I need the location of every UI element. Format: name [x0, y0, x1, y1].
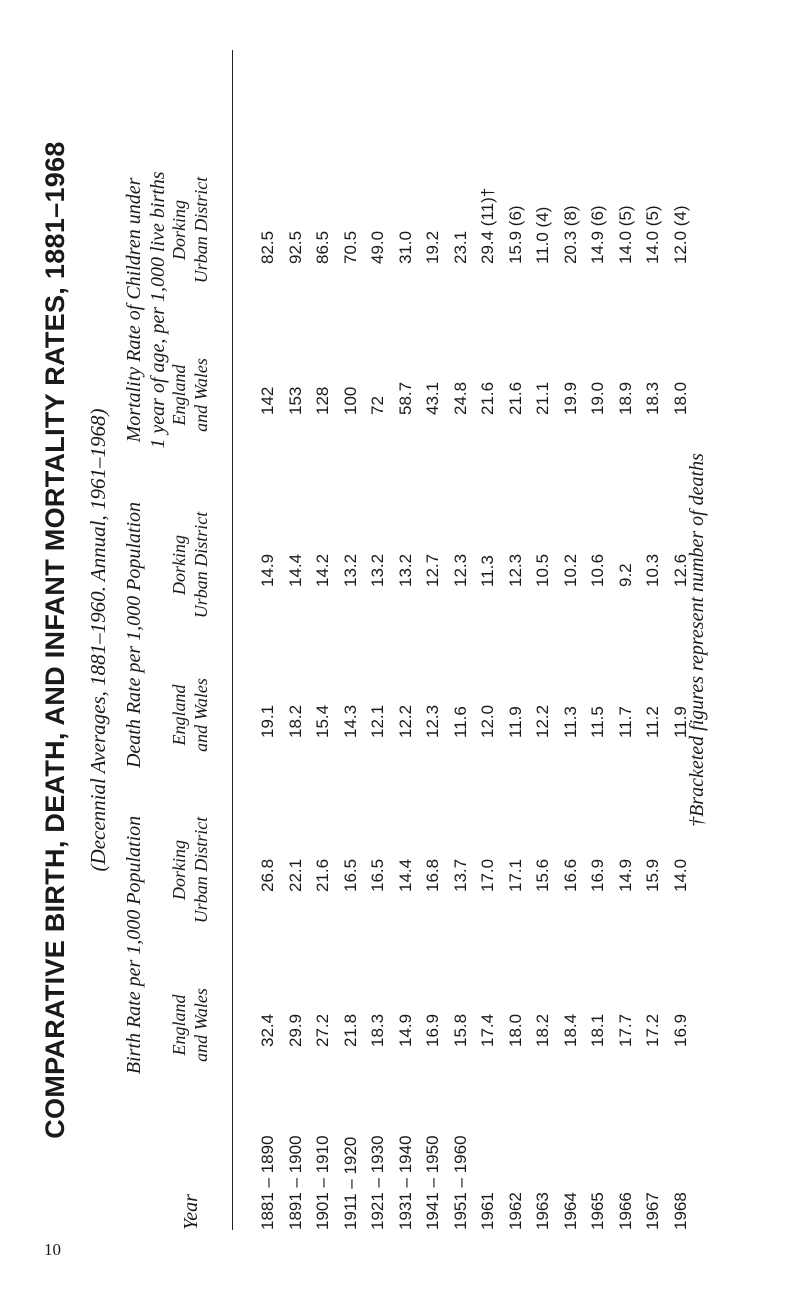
death-rate-group-header: Death Rate per 1,000 Population: [123, 501, 145, 769]
england-infant-mortality-cell: 72: [368, 396, 387, 415]
table-row: [364, 50, 392, 1230]
table-title: COMPARATIVE BIRTH, DEATH, AND INFANT MORTALITY RATES, 1881–1968: [40, 141, 70, 1139]
dorking-death-rate-cell: 10.3: [643, 553, 662, 587]
england-death-rate-cell: 12.1: [368, 704, 387, 738]
england-infant-mortality-cell: 21.6: [505, 381, 525, 415]
header-line: Urban District: [191, 816, 211, 924]
england-death-rate-cell: 11.5: [588, 706, 607, 738]
table-row: [282, 50, 310, 1230]
dorking-death-rate-cell: 11.3: [478, 555, 497, 587]
table-row: [392, 50, 420, 1230]
dorking-death-rate-cell: 13.2: [368, 553, 387, 587]
header-line: and Wales: [191, 358, 211, 432]
dorking-death-rate-cell: 12.3: [450, 553, 470, 587]
dorking-death-rate-cell: 14.9: [258, 553, 277, 587]
england-death-rate-cell: 12.2: [533, 704, 552, 738]
dorking-death-rate-cell: 13.2: [395, 553, 415, 587]
england-death-rate-cell: 11.7: [615, 706, 635, 738]
england-birth-rate-cell: 29.9: [285, 1013, 305, 1047]
england-birth-rate-cell: 17.2: [643, 1013, 662, 1047]
england-infant-mortality-cell: 24.8: [450, 381, 470, 415]
table-row: [337, 50, 365, 1230]
dorking-infant-mortality-cell: 14.0 (5): [643, 205, 662, 264]
dorking-infant-mortality-cell: 49.0: [368, 230, 387, 264]
dorking-birth-rate-cell: 16.5: [368, 858, 387, 892]
table-row: [639, 50, 667, 1230]
england-birth-rate-cell: 32.4: [258, 1013, 277, 1047]
dorking-infant-mortality-cell: 12.0 (4): [670, 205, 690, 264]
dorking-birth-rate-cell: 26.8: [258, 858, 277, 892]
header-rule: [232, 50, 233, 1230]
year-cell: 1967: [643, 1192, 662, 1230]
year-cell: 1966: [615, 1192, 635, 1230]
dorking-death-rate-cell: 12.7: [423, 553, 442, 587]
death-england-wales-header: [168, 650, 212, 780]
dorking-birth-rate-cell: 17.1: [505, 858, 525, 892]
england-birth-rate-cell: 17.7: [615, 1013, 635, 1047]
dorking-infant-mortality-cell: 31.0: [395, 230, 415, 264]
england-birth-rate-cell: 14.9: [395, 1013, 415, 1047]
england-death-rate-cell: 19.1: [258, 704, 277, 738]
england-birth-rate-cell: 18.2: [533, 1013, 552, 1047]
dorking-birth-rate-cell: 15.6: [533, 858, 552, 892]
dorking-infant-mortality-cell: 20.3 (8): [560, 205, 580, 264]
dorking-birth-rate-cell: 16.9: [588, 858, 607, 892]
header-line: and Wales: [191, 678, 211, 752]
england-death-rate-cell: 14.3: [340, 704, 360, 738]
england-infant-mortality-cell: 58.7: [395, 381, 415, 415]
england-infant-mortality-cell: 128: [313, 386, 332, 415]
footnote: †Bracketed figures represent number of deaths: [686, 453, 708, 827]
dorking-infant-mortality-cell: 14.0 (5): [615, 205, 635, 264]
dorking-birth-rate-cell: 14.9: [615, 858, 635, 892]
dorking-death-rate-cell: 12.3: [505, 553, 525, 587]
birth-rate-group-header: Birth Rate per 1,000 Population: [123, 815, 145, 1075]
england-death-rate-cell: 11.6: [450, 706, 470, 738]
table-row: [447, 50, 475, 1230]
dorking-infant-mortality-cell: 14.9 (6): [588, 205, 607, 264]
dorking-infant-mortality-cell: 86.5: [313, 230, 332, 264]
england-infant-mortality-cell: 18.3: [643, 381, 662, 415]
table-row: [419, 50, 447, 1230]
dorking-infant-mortality-cell: 92.5: [285, 230, 305, 264]
year-cell: 1965: [588, 1192, 607, 1230]
dorking-death-rate-cell: 10.5: [533, 553, 552, 587]
dorking-birth-rate-cell: 16.5: [340, 858, 360, 892]
year-cell: 1962: [505, 1192, 525, 1230]
dorking-death-rate-cell: 14.4: [285, 553, 305, 587]
england-birth-rate-cell: 18.3: [368, 1013, 387, 1047]
table-row: [612, 50, 640, 1230]
dorking-infant-mortality-cell: 19.2: [423, 230, 442, 264]
england-infant-mortality-cell: 142: [258, 386, 277, 415]
england-infant-mortality-cell: 19.0: [588, 381, 607, 415]
england-infant-mortality-cell: 100: [340, 386, 360, 415]
year-cell: 1901 – 1910: [313, 1135, 332, 1230]
year-cell: 1961: [478, 1192, 497, 1230]
england-birth-rate-cell: 16.9: [670, 1013, 690, 1047]
infant-mortality-group-header: [122, 145, 170, 475]
year-cell: 1881 – 1890: [258, 1135, 277, 1230]
year-cell: 1921 – 1930: [368, 1135, 387, 1230]
table-row: [309, 50, 337, 1230]
year-cell: 1911 – 1920: [340, 1136, 360, 1230]
table-subtitle: (Decennial Averages, 1881–1960. Annual, 1961–1968): [86, 408, 110, 872]
england-death-rate-cell: 12.3: [423, 704, 442, 738]
dorking-death-rate-cell: 13.2: [340, 553, 360, 587]
table-row: [529, 50, 557, 1230]
year-cell: 1968: [670, 1192, 690, 1230]
dorking-birth-rate-cell: 17.0: [478, 858, 497, 892]
header-line: Dorking: [169, 535, 189, 595]
england-death-rate-cell: 11.9: [670, 706, 690, 738]
birth-dorking-header: [168, 800, 212, 940]
england-birth-rate-cell: 18.0: [505, 1013, 525, 1047]
header-line: Urban District: [191, 176, 211, 284]
table-row: [502, 50, 530, 1230]
header-line: and Wales: [191, 988, 211, 1062]
table-row: [474, 50, 502, 1230]
england-birth-rate-cell: 16.9: [423, 1013, 442, 1047]
dorking-infant-mortality-cell: 70.5: [340, 230, 360, 264]
england-birth-rate-cell: 18.4: [560, 1013, 580, 1047]
header-line: Urban District: [191, 511, 211, 619]
dorking-death-rate-cell: 12.6: [670, 553, 690, 587]
dorking-death-rate-cell: 10.6: [588, 553, 607, 587]
birth-england-wales-header: [168, 960, 212, 1090]
dorking-birth-rate-cell: 22.1: [285, 858, 305, 892]
england-infant-mortality-cell: 153: [285, 386, 305, 415]
table-row: [254, 50, 282, 1230]
england-birth-rate-cell: 27.2: [313, 1013, 332, 1047]
dorking-death-rate-cell: 14.2: [313, 553, 332, 587]
year-cell: 1941 – 1950: [423, 1135, 442, 1230]
england-birth-rate-cell: 15.8: [450, 1013, 470, 1047]
dorking-death-rate-cell: 9.2: [615, 563, 635, 587]
table-row: [557, 50, 585, 1230]
table-body: [254, 50, 694, 1230]
dorking-death-rate-cell: 10.2: [560, 553, 580, 587]
england-infant-mortality-cell: 43.1: [423, 381, 442, 415]
england-birth-rate-cell: 21.8: [340, 1013, 360, 1047]
dorking-birth-rate-cell: 16.8: [423, 858, 442, 892]
death-dorking-header: [168, 495, 212, 635]
header-line: Dorking: [169, 840, 189, 900]
year-cell: 1891 – 1900: [285, 1135, 305, 1230]
dorking-infant-mortality-cell: 11.0 (4): [533, 206, 552, 264]
dorking-birth-rate-cell: 15.9: [643, 858, 662, 892]
england-death-rate-cell: 12.2: [395, 704, 415, 738]
england-death-rate-cell: 11.9: [505, 706, 525, 738]
infant-header-line-1: Mortality Rate of Children under: [123, 177, 145, 443]
page-number: 10: [44, 1240, 61, 1259]
dorking-birth-rate-cell: 14.4: [395, 858, 415, 892]
dorking-infant-mortality-cell: 82.5: [258, 230, 277, 264]
year-cell: 1963: [533, 1192, 552, 1230]
dorking-birth-rate-cell: 14.0: [670, 858, 690, 892]
year-cell: 1951 – 1960: [450, 1135, 470, 1230]
dorking-infant-mortality-cell: 23.1: [450, 230, 470, 264]
header-line: England: [169, 994, 189, 1056]
year-cell: 1964: [560, 1192, 580, 1230]
year-column-header: Year: [180, 1194, 202, 1230]
england-death-rate-cell: 11.3: [560, 706, 580, 738]
england-infant-mortality-cell: 21.1: [533, 381, 552, 415]
year-cell: 1931 – 1940: [395, 1135, 415, 1230]
infant-header-line-2: 1 year of age, per 1,000 live births: [147, 171, 169, 449]
england-death-rate-cell: 11.2: [643, 706, 662, 738]
dorking-infant-mortality-cell: 29.4 (11)†: [478, 187, 497, 264]
dorking-birth-rate-cell: 16.6: [560, 858, 580, 892]
header-line: England: [169, 364, 189, 426]
england-death-rate-cell: 15.4: [313, 704, 332, 738]
england-birth-rate-cell: 18.1: [588, 1013, 607, 1047]
england-infant-mortality-cell: 19.9: [560, 381, 580, 415]
infant-england-wales-header: [168, 330, 212, 460]
england-birth-rate-cell: 17.4: [478, 1013, 497, 1047]
table-row: [584, 50, 612, 1230]
rotated-table-page: [40, 50, 720, 1230]
dorking-birth-rate-cell: 21.6: [313, 858, 332, 892]
england-infant-mortality-cell: 18.0: [670, 381, 690, 415]
header-line: Dorking: [169, 200, 189, 260]
dorking-infant-mortality-cell: 15.9 (6): [505, 205, 525, 264]
england-death-rate-cell: 12.0: [478, 704, 497, 738]
infant-dorking-header: [168, 155, 212, 305]
england-infant-mortality-cell: 21.6: [478, 381, 497, 415]
dorking-birth-rate-cell: 13.7: [450, 858, 470, 892]
header-line: England: [169, 684, 189, 746]
england-death-rate-cell: 18.2: [285, 704, 305, 738]
england-infant-mortality-cell: 18.9: [615, 381, 635, 415]
